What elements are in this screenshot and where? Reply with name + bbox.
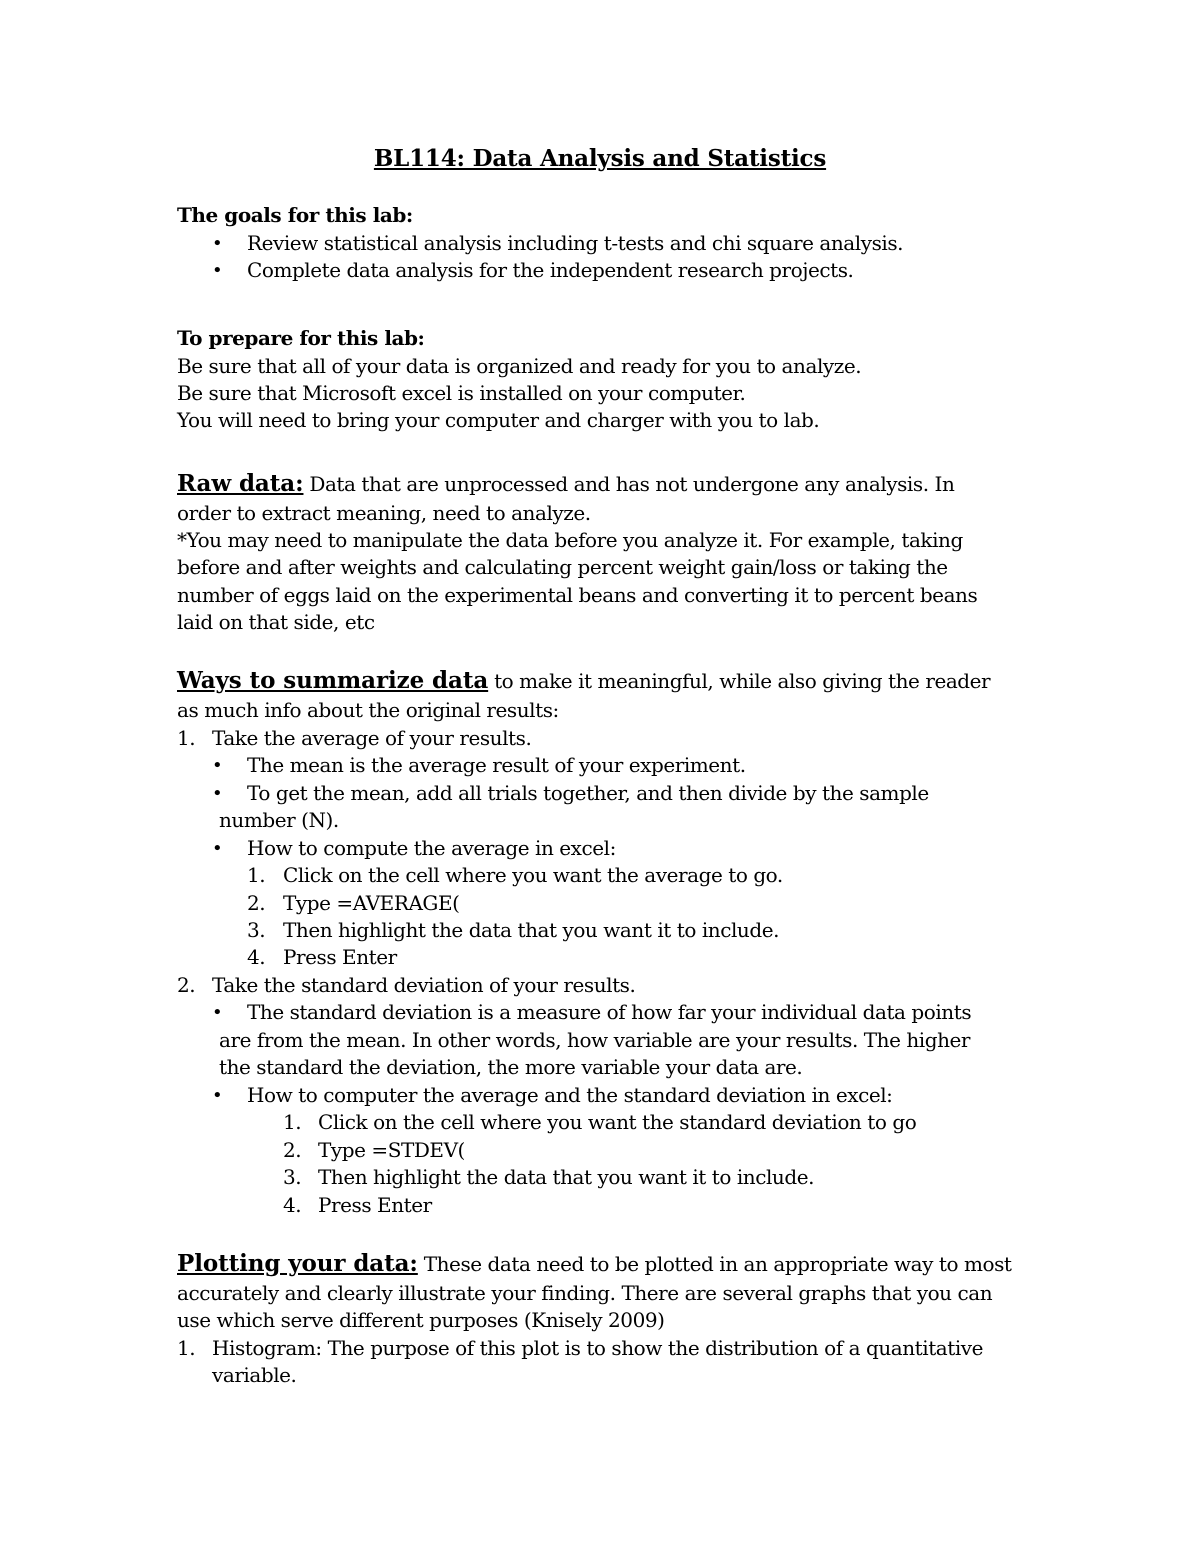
plotting-line: accurately and clearly illustrate your finding. There are several graphs that you can xyxy=(177,1281,993,1305)
raw-data-heading: Raw data: xyxy=(177,470,304,497)
bullet-text: are from the mean. In other words, how variable are your results. The higher xyxy=(219,1028,971,1052)
summarize-line: as much info about the original results: xyxy=(177,698,559,722)
bullet-icon: • xyxy=(212,233,223,254)
raw-data-line: number of eggs laid on the experimental beans and converting it to percent beans xyxy=(177,583,978,607)
list-item: Histogram: The purpose of this plot is to show the distribution of a quantitative xyxy=(212,1336,984,1360)
list-item: Take the average of your results. xyxy=(212,726,532,750)
bullet-icon: • xyxy=(212,1085,223,1106)
list-item: Take the standard deviation of your results. xyxy=(212,973,636,997)
goals-item: Review statistical analysis including t-tests and chi square analysis. xyxy=(247,231,904,255)
step-text: Type =AVERAGE( xyxy=(283,891,460,915)
list-item-continuation: variable. xyxy=(212,1363,297,1387)
summarize-paragraph-line xyxy=(177,667,990,695)
step-text: Press Enter xyxy=(283,945,397,969)
prepare-heading: To prepare for this lab: xyxy=(177,326,425,350)
summarize-text: to make it meaningful, while also giving the reader xyxy=(488,669,991,693)
raw-data-line: before and after weights and calculating percent weight gain/loss or taking the xyxy=(177,555,948,579)
step-text: Then highlight the data that you want it to include. xyxy=(283,918,779,942)
raw-data-text: Data that are unprocessed and has not undergone any analysis. In xyxy=(303,472,955,496)
step-number: 3. xyxy=(283,1165,302,1189)
bullet-icon: • xyxy=(212,838,223,859)
step-number: 2. xyxy=(283,1138,302,1162)
step-text: Click on the cell where you want the average to go. xyxy=(283,863,783,887)
bullet-text: To get the mean, add all trials together, and then divide by the sample xyxy=(247,781,929,805)
step-number: 2. xyxy=(247,891,266,915)
prepare-line: Be sure that all of your data is organized and ready for you to analyze. xyxy=(177,354,862,378)
bullet-icon: • xyxy=(212,755,223,776)
bullet-text: The standard deviation is a measure of how far your individual data points xyxy=(247,1000,972,1024)
step-number: 4. xyxy=(283,1193,302,1217)
list-number: 1. xyxy=(177,1336,196,1360)
step-text: Click on the cell where you want the standard deviation to go xyxy=(318,1110,917,1134)
raw-data-paragraph-line xyxy=(177,470,954,498)
goals-heading: The goals for this lab: xyxy=(177,203,413,227)
list-number: 2. xyxy=(177,973,196,997)
step-text: Type =STDEV( xyxy=(318,1138,465,1162)
raw-data-line: laid on that side, etc xyxy=(177,610,375,634)
step-text: Press Enter xyxy=(318,1193,432,1217)
raw-data-line: *You may need to manipulate the data before you analyze it. For example, taking xyxy=(177,528,963,552)
summarize-heading: Ways to summarize data xyxy=(177,667,489,694)
list-number: 1. xyxy=(177,726,196,750)
document-title: BL114: Data Analysis and Statistics xyxy=(373,145,827,172)
prepare-line: Be sure that Microsoft excel is installed on your computer. xyxy=(177,381,746,405)
plotting-line: use which serve different purposes (Knisely 2009) xyxy=(177,1308,665,1332)
bullet-text: How to computer the average and the standard deviation in excel: xyxy=(247,1083,893,1107)
bullet-icon: • xyxy=(212,260,223,281)
goals-item: Complete data analysis for the independent research projects. xyxy=(247,258,854,282)
bullet-text: How to compute the average in excel: xyxy=(247,836,616,860)
step-number: 4. xyxy=(247,945,266,969)
raw-data-line: order to extract meaning, need to analyze. xyxy=(177,501,591,525)
bullet-text: The mean is the average result of your experiment. xyxy=(247,753,746,777)
step-number: 3. xyxy=(247,918,266,942)
step-number: 1. xyxy=(283,1110,302,1134)
step-number: 1. xyxy=(247,863,266,887)
bullet-text: the standard the deviation, the more variable your data are. xyxy=(219,1055,803,1079)
plotting-text: These data need to be plotted in an appropriate way to most xyxy=(417,1252,1012,1276)
step-text: Then highlight the data that you want it to include. xyxy=(318,1165,814,1189)
bullet-text: number (N). xyxy=(219,808,339,832)
bullet-icon: • xyxy=(212,1002,223,1023)
prepare-line: You will need to bring your computer and charger with you to lab. xyxy=(177,408,820,432)
plotting-heading: Plotting your data: xyxy=(177,1250,418,1277)
bullet-icon: • xyxy=(212,783,223,804)
plotting-paragraph-line xyxy=(177,1250,1011,1278)
